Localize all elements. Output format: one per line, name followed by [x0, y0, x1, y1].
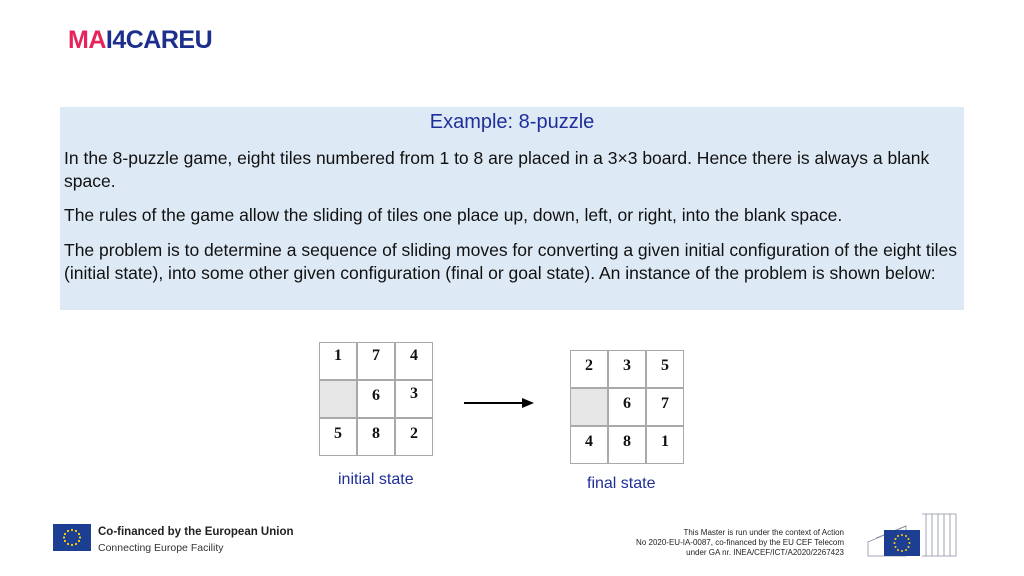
eu-flag-icon: [53, 524, 91, 551]
tile: 1: [646, 426, 684, 464]
logo-part-eu: EU: [178, 26, 213, 54]
notice-line: This Master is run under the context of Action: [683, 528, 844, 537]
notice-line: under GA nr. INEA/CEF/ICT/A2020/2267423: [686, 548, 844, 557]
tile: 2: [395, 418, 433, 456]
paragraph-rules: The rules of the game allow the sliding of tiles one place up, down, left, or right, into the blank space.: [64, 205, 843, 225]
paragraph-problem: The problem is to determine a sequence of sliding moves for converting a given initial configuration of the eight tiles (initial state), into some other given configuration (final or goal state). An instance of the problem is shown below:: [64, 240, 957, 283]
grant-notice: [584, 528, 844, 558]
logo-part-i4car: I4CAR: [105, 26, 179, 54]
tile: 1: [319, 342, 357, 380]
initial-state-label: initial state: [338, 471, 414, 488]
paragraph-intro: In the 8-puzzle game, eight tiles numbered from 1 to 8 are placed in a 3×3 board. Hence there is always a blank space.: [64, 148, 930, 191]
tile: 8: [608, 426, 646, 464]
tile: 2: [570, 350, 608, 388]
blank-tile: [570, 388, 608, 426]
tile: 3: [395, 380, 433, 418]
slide-title: Example: 8-puzzle: [429, 111, 595, 133]
european-commission-logo: [866, 512, 958, 558]
tile: 4: [570, 426, 608, 464]
example-panel: [60, 107, 964, 310]
notice-line: No 2020-EU-IA-0087, co-financed by the EU CEF Telecom: [636, 538, 844, 547]
tile: 5: [319, 418, 357, 456]
cofinanced-text: Co-financed by the European Union: [98, 526, 294, 538]
tile: 7: [646, 388, 684, 426]
tile: 5: [646, 350, 684, 388]
final-state-label: final state: [587, 475, 656, 492]
tile: 3: [608, 350, 646, 388]
tile: 8: [357, 418, 395, 456]
blank-tile: [319, 380, 357, 418]
tile: 6: [357, 380, 395, 418]
tile: 7: [357, 342, 395, 380]
brand-logo: [68, 26, 212, 54]
arrow-right-icon: [462, 396, 536, 410]
logo-part-ma: MA: [68, 26, 106, 54]
initial-state-grid: [319, 342, 435, 458]
tile: 4: [395, 342, 433, 380]
tile: 6: [608, 388, 646, 426]
final-state-grid: [570, 350, 686, 466]
cef-text: Connecting Europe Facility: [98, 542, 224, 554]
